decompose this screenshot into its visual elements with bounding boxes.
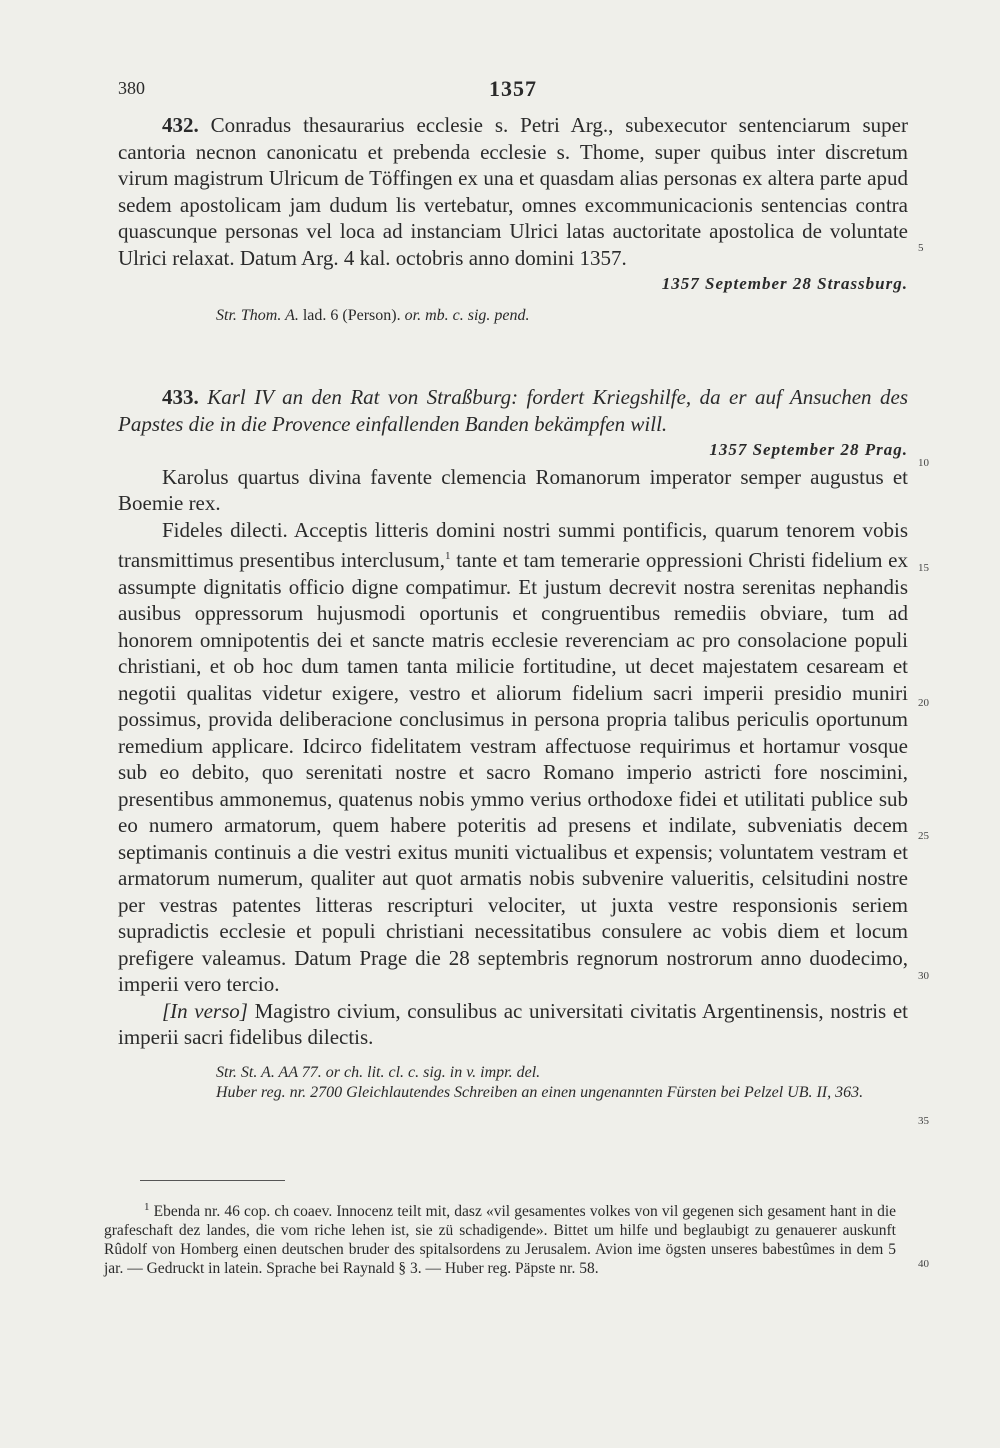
entry-432-text: Conradus thesaurarius ecclesie s. Petri Arg., subexecutor sentenciarum super cantoria necnon canonicatu et prebenda ecclesie s. Thome, super quibus inter discretum virum magistrum Ulricum de Töffingen ex una et quasdam alias personas ex altera parte apud sedem apostolicam jam dudum lis vertebatur, omnes excommunicacionis sentencias contra quascunque personas vel loca ad instanciam Ulrici latas auctoritate apostolica de voluntate Ulrici relaxat. Datum Arg. 4 kal. octobris anno domini 1357. [118, 113, 908, 270]
entry-432-date: 1357 September 28 Strassburg. [661, 274, 908, 293]
entry-433-intitulatio: Karolus quartus divina favente clemencia Romanorum imperator semper augustus et Boemie rex. [118, 464, 908, 515]
entry-433-source-2: Huber reg. nr. 2700 Gleichlautendes Schreiben an einen ungenannten Fürsten bei Pelzel UB. II, 363. [216, 1083, 864, 1101]
line-number: 30 [918, 970, 929, 982]
page-header [118, 78, 908, 108]
footnote [104, 1198, 896, 1278]
line-number: 15 [918, 562, 929, 574]
entry-432-body [118, 112, 908, 271]
line-number: 20 [918, 697, 929, 709]
line-number: 10 [918, 457, 929, 469]
line-number: 35 [918, 1115, 929, 1127]
line-number: 40 [918, 1258, 929, 1270]
footnote-mark: 1 [144, 1201, 150, 1213]
line-number: 5 [918, 242, 924, 254]
entry-432 [118, 112, 908, 326]
entry-433-title [118, 384, 908, 437]
line-number: 25 [918, 830, 929, 842]
entry-number: 433. [162, 385, 199, 409]
running-year: 1357 [489, 76, 537, 101]
footnote-rule [140, 1180, 285, 1181]
footnote-reference: 1 [445, 550, 451, 562]
entry-433-verso: [In verso] Magistro civium, consulibus ac universitati civitatis Argentinensis, nostris et imperii sacri fidelibus dilectis. [118, 998, 909, 1049]
entry-number: 432. [162, 113, 199, 137]
footnote-text: Ebenda nr. 46 cop. ch coaev. Innocenz teilt mit, dasz «vil gesamentes volkes von vil gegenen sich gesament hant in die grafeschaft dez landes, die vom riche lehen ist, sie zü schadigende». Bittet um hilfe und beglaubigt zu genauerer auskunft Rûdolf von Homberg einen deutschen bruder des spitalsordens zu Jerusalem. Avion ime ögsten unseres babestûmes in dem 5 jar. — Gedruckt in latein. Sprache bei Raynald § 3. — Huber reg. Päpste nr. 58. [104, 1203, 896, 1278]
entry-433 [118, 384, 908, 1103]
page-number: 380 [118, 78, 145, 98]
entry-432-source: Str. Thom. A. lad. 6 (Person). or. mb. c. sig. pend. [216, 306, 530, 324]
entry-433-source-1: Str. St. A. AA 77. or ch. lit. cl. c. sig. in v. impr. del. [216, 1063, 541, 1081]
entry-433-regest: Karl IV an den Rat von Straßburg: fordert Kriegshilfe, da er auf Ansuchen des Papstes die in die Provence einfallenden Banden bekämpfen will. [118, 385, 909, 436]
entry-433-body: Fideles dilecti. Acceptis litteris domini nostri summi pontificis, quarum tenorem vobis transmittimus presentibus interclusum,$^1$ tante et tam temerarie oppressioni Christi fidelium ex assumpte dignitatis officio digne compatimur. Et justum decrevit nostra serenitas nephandis ausibus oppressorum hujusmodi oportunis et congruentibus remediis obviare, tum ad honorem omnipotentis dei et sancte matris ecclesie reverenciam ac pro consolacione populi christiani, et ob hoc dum tamen tanta milicie fortitudine, ut decet majestatem cesaream et negotii qualitas videtur exigere, vestro et aliorum fidelium sacri imperii presidio muniri possimus, provida deliberacione conclusimus in persona propria talibus periculis oportunum remedium applicare. Idcirco fidelitatem vestram affectuose requirimus et hortamur vosque sub eo debito, quo serenitati nostre et sacro Romano imperio astricti fore noscimini, presentibus ammonemus, quatenus nobis ymmo verius orthodoxe fidei et utilitati publice sub eo numero armatorum, quem habere poteritis ad presens et indilate, subveniatis decem septimanis continuis a die vestri exitus muniti victualibus et expensis; voluntatem vestram et armatorum numerum, qualiter aut quot armatis nobis subvenire valueritis, celsitudini nostre per vestras patentes litteras rescripturi velociter, ut juxta vestre responsionis seriem supradictis ecclesie et populi christiani necessitatibus consulere ac vobis diem et locum prefigere valeamus. Datum Prage die 28 septembris regnorum nostrorum anno duodecimo, imperii vero tercio. [118, 517, 908, 996]
entry-433-date: 1357 September 28 Prag. [709, 440, 908, 459]
